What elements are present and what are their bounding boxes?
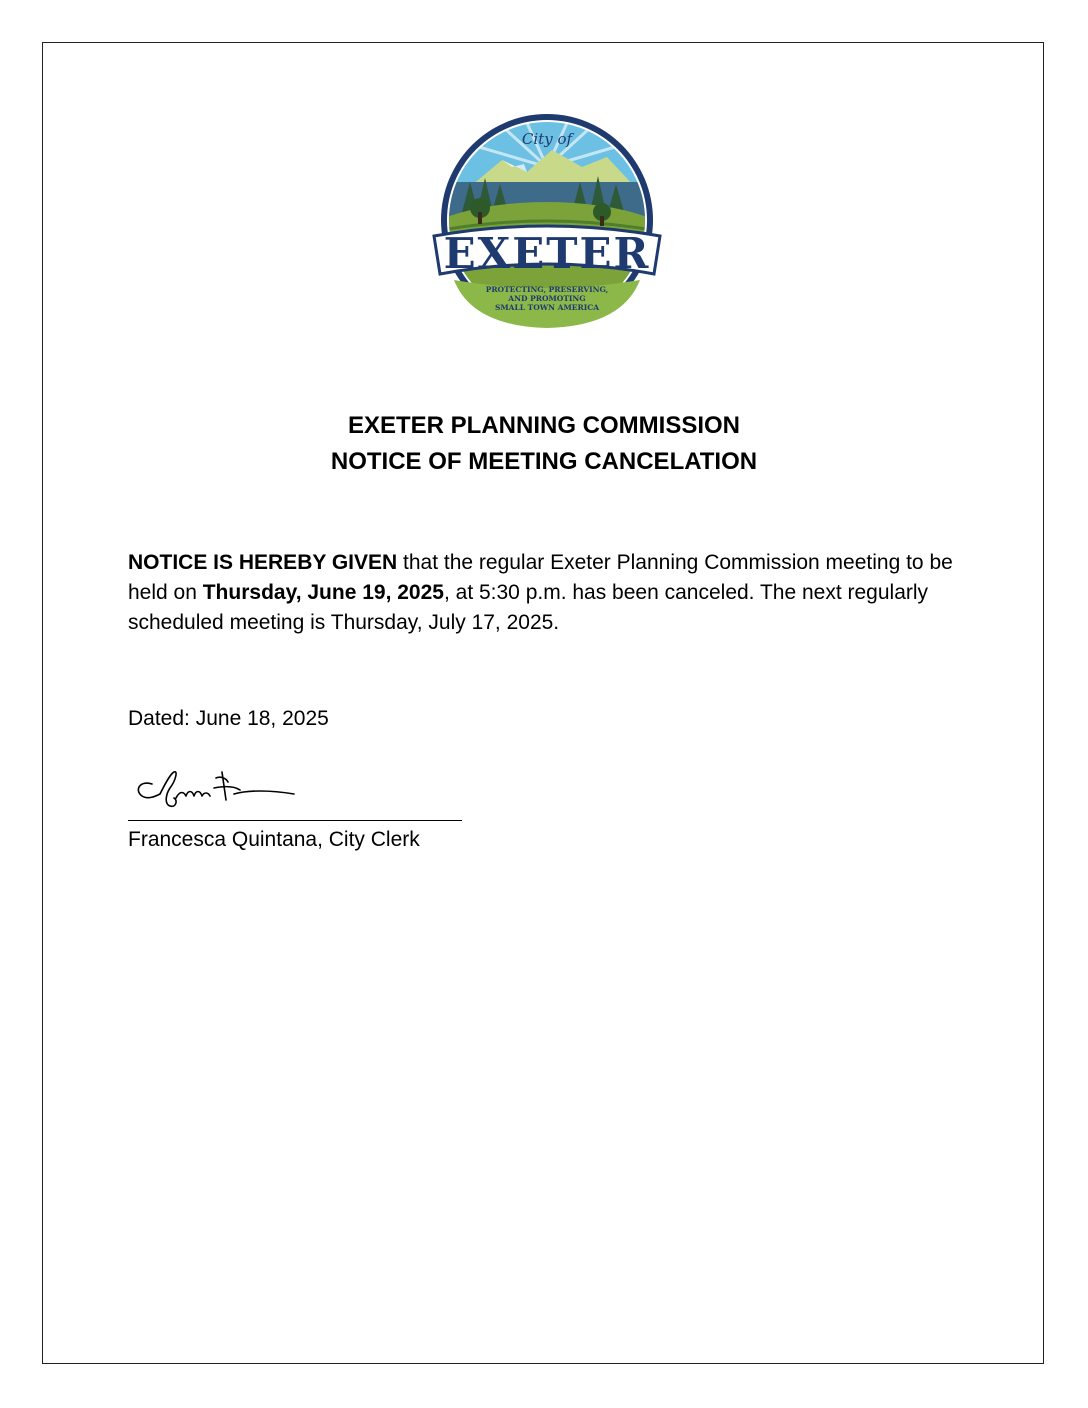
notice-paragraph	[128, 548, 968, 638]
logo-city-name: EXETER	[443, 229, 651, 278]
document-title	[0, 408, 1088, 480]
city-seal-logo	[432, 112, 662, 336]
title-line-1: EXETER PLANNING COMMISSION	[347, 412, 741, 439]
meeting-date: Thursday, June 19, 2025	[202, 581, 444, 604]
title-line-2: NOTICE OF MEETING CANCELATION	[330, 448, 758, 475]
signer-name: Francesca Quintana, City Clerk	[128, 828, 420, 851]
signature-line	[128, 820, 462, 821]
handwritten-signature	[130, 764, 310, 816]
logo-motto-line2: AND PROMOTING	[508, 294, 586, 303]
notice-text-part2: , at 5:30 p.m. has been canceled. The next regularly scheduled meeting is Thursday, July 17, 2025.	[128, 581, 929, 634]
notice-lead: NOTICE IS HEREBY GIVEN	[128, 551, 398, 574]
notice-text-part1: that the regular Exeter Planning Commission meeting to be held on	[128, 551, 953, 604]
logo-top-text: City of	[521, 130, 573, 148]
logo-motto-line1: PROTECTING, PRESERVING,	[485, 285, 609, 294]
logo-motto-line3: SMALL TOWN AMERICA	[494, 303, 600, 312]
dated-line: Dated: June 18, 2025	[128, 707, 329, 730]
